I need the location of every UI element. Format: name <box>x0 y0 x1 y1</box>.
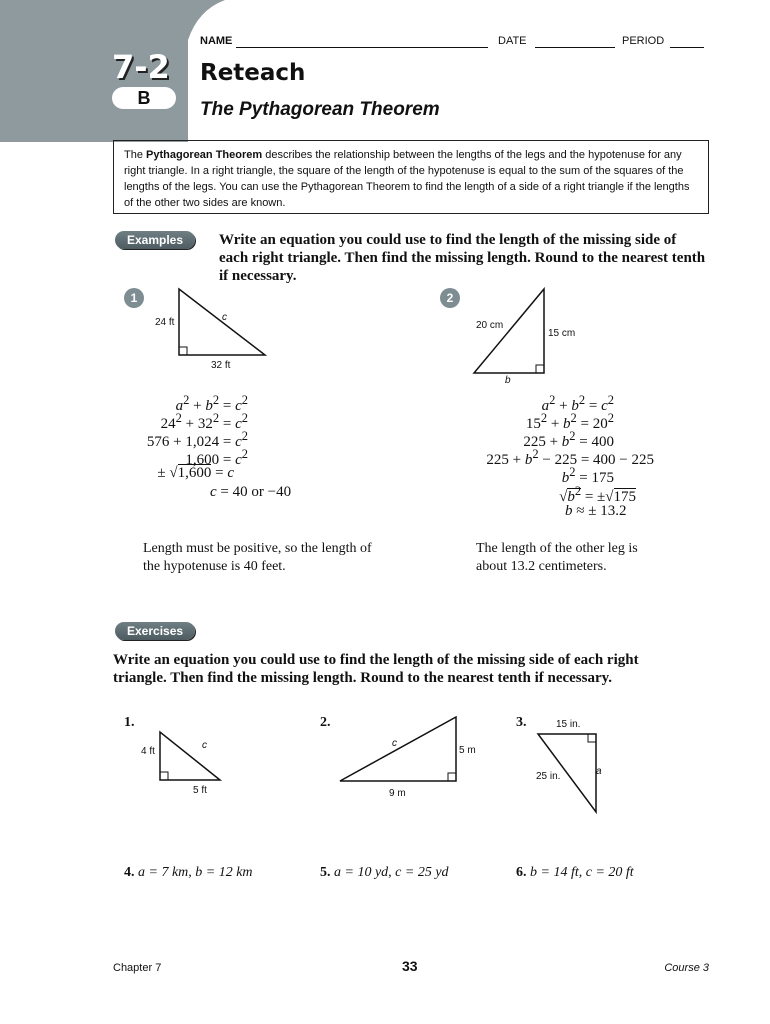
exercise-1-triangle <box>156 728 224 784</box>
exercise-5-number: 5. <box>320 865 331 880</box>
examples-label: Examples <box>115 231 195 249</box>
ex2-step-1: $a^2 + b^2 = c^2$ <box>541 393 614 414</box>
ex2-leg-label: 15 cm <box>548 328 576 339</box>
ex2-step-4: $225 + b^2 - 225 = 400 - 225$ <box>486 447 654 468</box>
name-label: NAME <box>200 35 233 47</box>
ex2-hyp-label: 20 cm <box>476 320 504 331</box>
page-number: 33 <box>402 958 418 974</box>
intro-box <box>113 140 709 214</box>
exercise-5 <box>320 865 449 881</box>
period-label: PERIOD <box>622 35 665 47</box>
ex1-base-label: 32 ft <box>211 360 231 371</box>
exercises-instruction: Write an equation you could use to find the length of the missing side of each right triangle. Then find the missing length. Round to the nearest tenth if necessary. <box>113 652 639 686</box>
example-2-triangle <box>470 285 550 377</box>
example-1-number: 1 <box>124 288 144 308</box>
ex2-base-label: b <box>505 375 511 386</box>
examples-instruction: Write an equation you could use to find the length of the missing side of each right triangle. Then find the missing length. Round to the nearest tenth if necessary. <box>219 232 706 284</box>
exercise-3-leg-label: a <box>596 766 602 777</box>
name-field[interactable] <box>236 37 488 48</box>
page-title: Reteach <box>200 60 306 86</box>
lesson-number: 7-2 <box>112 48 170 86</box>
ex1-step-2: $24^2 + 32^2 = c^2$ <box>160 411 248 432</box>
ex1-step-6: c = 40 or −40 <box>210 484 292 500</box>
exercise-5-text: a = 10 yd, c = 25 yd <box>334 865 449 880</box>
exercise-2-hyp-label: c <box>392 738 397 749</box>
date-field[interactable] <box>535 37 615 48</box>
exercise-3-hyp-label: 25 in. <box>536 771 561 782</box>
ex2-step-2: $15^2 + b^2 = 20^2$ <box>525 411 614 432</box>
exercise-6 <box>516 865 634 881</box>
period-field[interactable] <box>670 37 704 48</box>
ex1-step-3: $576 + 1,024 = c^2$ <box>146 429 248 450</box>
ex2-step-6: $√b^2 = \pm√175$ <box>559 484 636 505</box>
page-subtitle: The Pythagorean Theorem <box>200 99 440 120</box>
ex1-step-5: ± √1,600 = c <box>157 465 234 481</box>
exercise-6-number: 6. <box>516 865 527 880</box>
exercises-label: Exercises <box>115 622 195 640</box>
ex2-step-3: $225 + b^2 = 400$ <box>523 429 614 450</box>
exercise-4-number: 4. <box>124 865 135 880</box>
exercise-2-number: 2. <box>320 715 331 730</box>
ex1-step-4: $1,600 = c^2$ <box>185 447 248 468</box>
exercise-2-base-label: 9 m <box>389 788 406 799</box>
ex1-conclusion: Length must be positive, so the length of the hypotenuse is 40 feet. <box>143 541 372 574</box>
exercise-1-base-label: 5 ft <box>193 785 207 796</box>
exercise-6-text: b = 14 ft, c = 20 ft <box>530 865 634 880</box>
intro-text-pre: The <box>124 149 147 161</box>
exercise-2-triangle <box>336 713 460 785</box>
ex1-step-1: $a^2 + b^2 = c^2$ <box>175 393 248 414</box>
ex1-leg-label: 24 ft <box>155 317 175 328</box>
exercise-1-hyp-label: c <box>202 740 207 751</box>
ex2-conclusion: The length of the other leg is about 13.2 centimeters. <box>476 541 638 574</box>
ex2-step-7: b ≈ ± 13.2 <box>565 503 627 519</box>
exercise-3-number: 3. <box>516 715 527 730</box>
exercise-1-leg-label: 4 ft <box>141 746 155 757</box>
exercise-4 <box>124 865 253 881</box>
ex2-step-5: $b^2 = 175$ <box>561 465 614 486</box>
footer-chapter: Chapter 7 <box>113 962 162 974</box>
date-label: DATE <box>498 35 527 47</box>
exercise-2-leg-label: 5 m <box>459 745 476 756</box>
intro-text-post: describes the relationship between the lengths of the legs and the hypotenuse for any right triangle. In a right triangle, the square of the length of the hypotenuse is equal to the sum of the squares of the lengths of the legs. You can use the Pythagorean Theorem to find the length of a side of a right triangle if the lengths of the other two sides are known. <box>124 149 690 209</box>
level-badge: B <box>112 87 176 109</box>
exercise-3-top-label: 15 in. <box>556 719 581 730</box>
footer-course: Course 3 <box>664 962 709 974</box>
exercise-1-number: 1. <box>124 715 135 730</box>
intro-term: Pythagorean Theorem <box>146 149 263 161</box>
exercise-4-text: a = 7 km, b = 12 km <box>138 865 253 880</box>
example-2-number: 2 <box>440 288 460 308</box>
ex1-hyp-label: c <box>222 312 227 323</box>
